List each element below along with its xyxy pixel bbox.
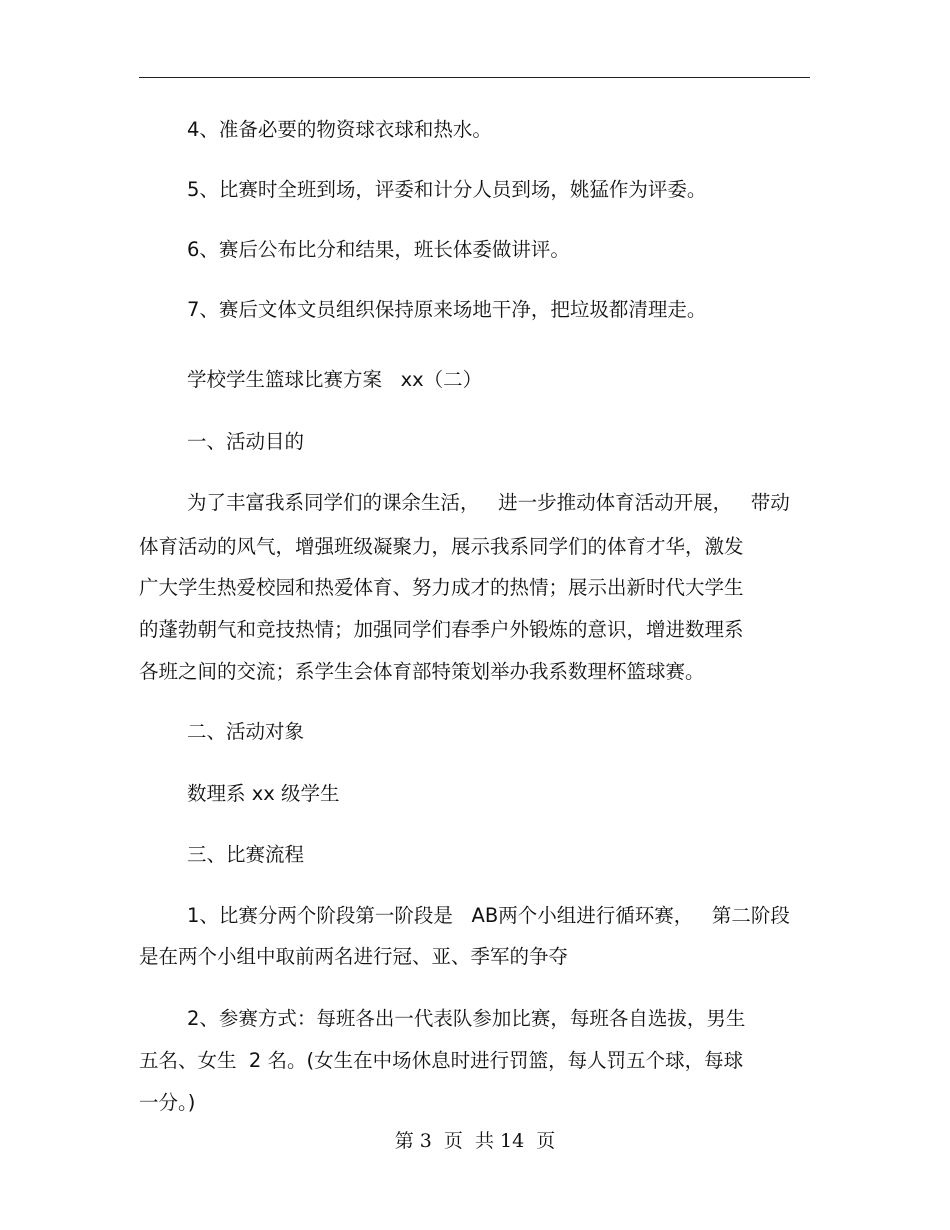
section-title: 学校学生篮球比赛方案 xx（二）	[187, 368, 483, 391]
heading-activity-target: 二、活动对象	[187, 720, 305, 743]
page-number: 第 3 页 共 14 页	[394, 1130, 556, 1152]
paragraph-line: 广大学生热爱校园和热爱体育、努力成才的热情；展示出新时代大学生	[139, 576, 744, 599]
heading-match-process: 三、比赛流程	[187, 843, 305, 866]
list-item-5: 5、比赛时全班到场，评委和计分人员到场，姚猛作为评委。	[187, 178, 707, 201]
paragraph-line: 体育活动的风气，增强班级凝聚力，展示我系同学们的体育才华，激发	[139, 535, 744, 558]
paragraph-line: 1、比赛分两个阶段第一阶段是 AB两个小组进行循环赛， 第二阶段	[187, 904, 790, 927]
list-item-7: 7、赛后文体文员组织保持原来场地干净，把垃圾都清理走。	[187, 298, 707, 321]
paragraph-line: 一分。)	[139, 1091, 196, 1114]
target-text: 数理系 xx 级学生	[187, 782, 340, 805]
paragraph-line: 为了丰富我系同学们的课余生活， 进一步推动体育活动开展， 带动	[187, 491, 790, 514]
list-item-6: 6、赛后公布比分和结果，班长体委做讲评。	[187, 238, 570, 261]
paragraph-line: 五名、女生 2 名。(女生在中场休息时进行罚篮，每人罚五个球，每球	[139, 1049, 744, 1072]
paragraph-line: 2、参赛方式：每班各出一代表队参加比赛，每班各自选拔，男生	[187, 1007, 746, 1030]
paragraph-line: 各班之间的交流；系学生会体育部特策划举办我系数理杯篮球赛。	[139, 660, 705, 683]
heading-activity-purpose: 一、活动目的	[187, 430, 305, 453]
list-item-4: 4、准备必要的物资球衣球和热水。	[187, 118, 492, 141]
paragraph-line: 是在两个小组中取前两名进行冠、亚、季军的争夺	[139, 945, 569, 968]
paragraph-line: 的蓬勃朝气和竞技热情；加强同学们春季户外锻炼的意识，增进数理系	[139, 618, 744, 641]
header-divider	[139, 77, 810, 78]
